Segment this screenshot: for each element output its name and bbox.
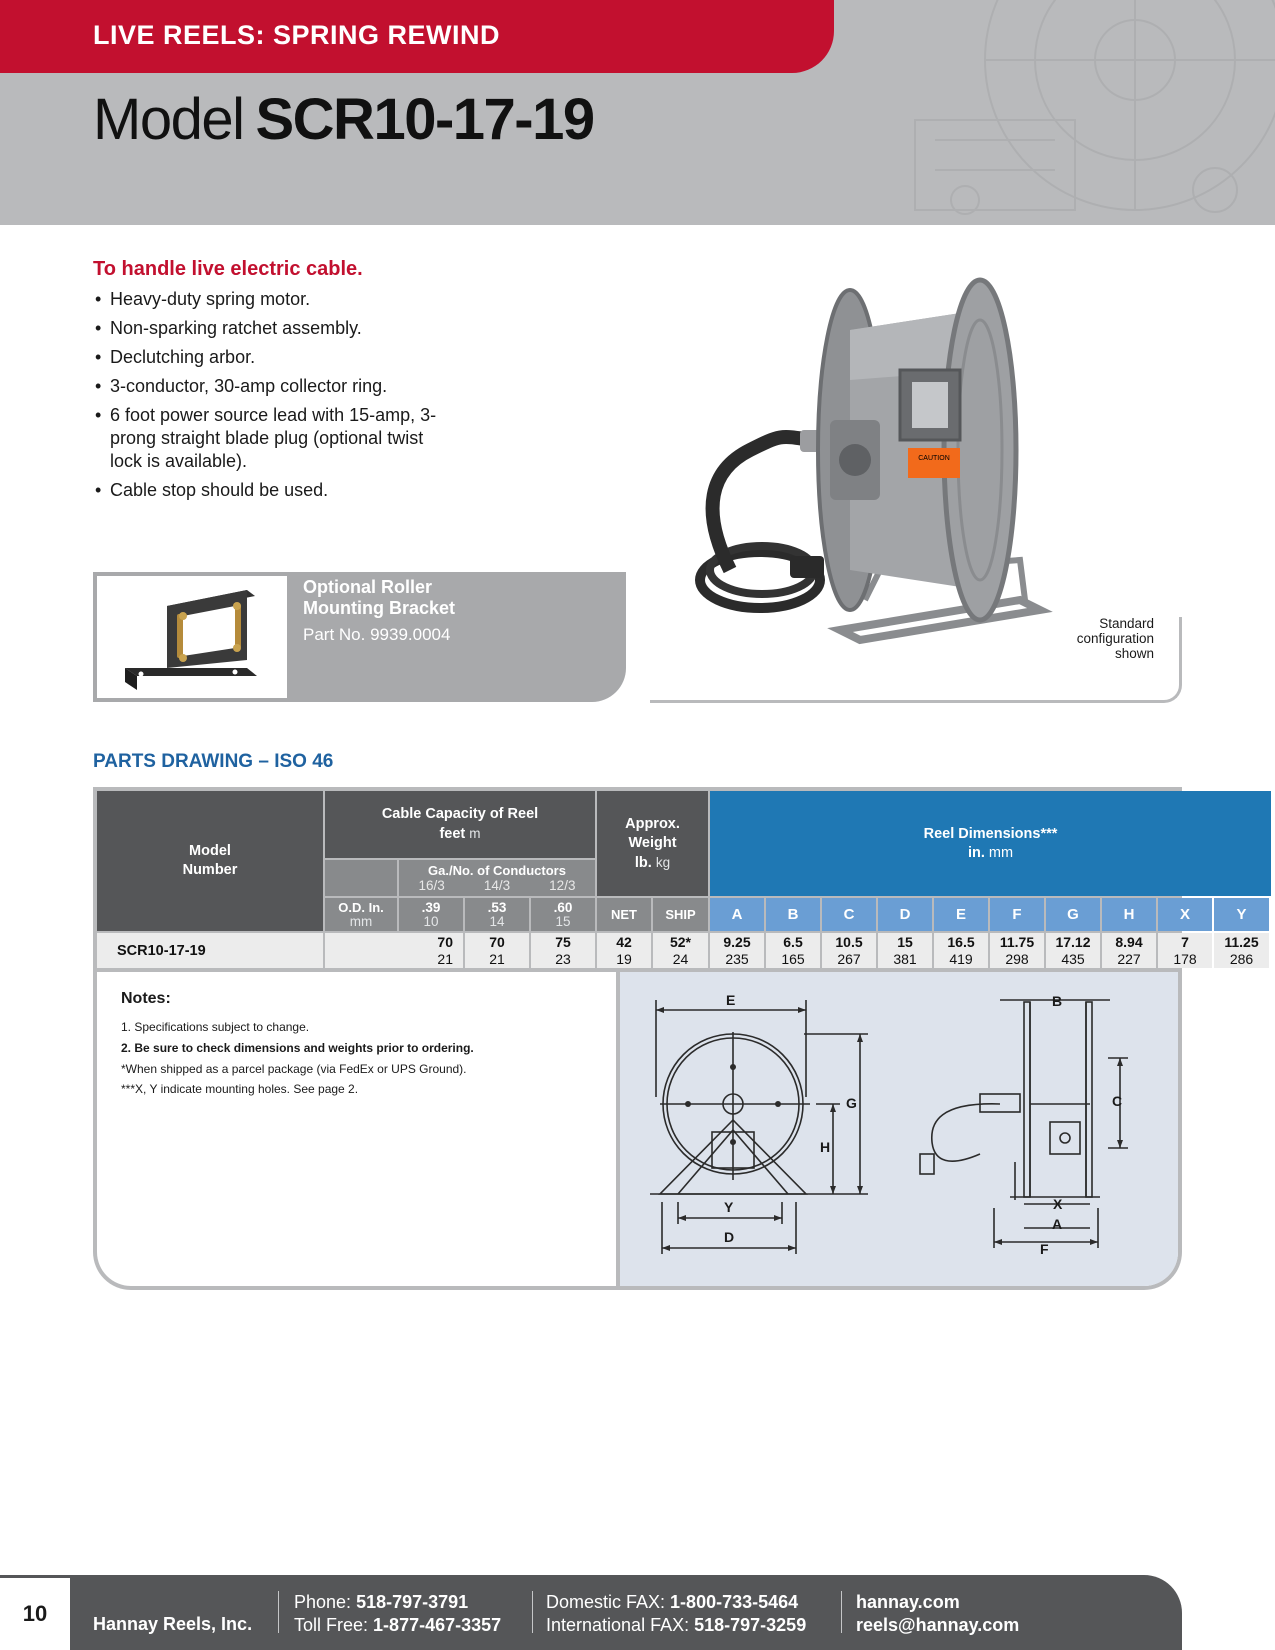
dim-label-e: E	[726, 992, 736, 1008]
dimension-cell-primary: 9.25	[723, 933, 751, 950]
caution-label: CAUTION	[918, 455, 950, 462]
od-cell	[399, 898, 463, 931]
capacity-spacer	[325, 860, 397, 896]
dimension-cell-secondary: 235	[725, 950, 749, 967]
dimension-cell-secondary: 435	[1061, 950, 1085, 967]
dimension-letter-header: F	[990, 898, 1044, 931]
parts-drawing	[616, 972, 1182, 1290]
dimension-cell-primary: 11.25	[1224, 933, 1259, 950]
dimension-letter-header: B	[766, 898, 820, 931]
dimension-letter-header: G	[1046, 898, 1100, 931]
dimension-letter-header: C	[822, 898, 876, 931]
company-name: Hannay Reels, Inc.	[93, 1614, 253, 1634]
reel-dimension-drawing-icon	[620, 972, 1182, 1290]
accessory-panel	[93, 572, 626, 702]
header-line: Weight	[628, 834, 677, 851]
conductor-type: 14/3	[483, 877, 511, 893]
dimension-cell	[1214, 933, 1269, 968]
od-label: O.D. In.	[338, 900, 384, 915]
dimension-cell	[1046, 933, 1100, 968]
conductor-types	[399, 878, 595, 894]
bracket-image	[97, 576, 287, 698]
photo-caption	[1040, 616, 1154, 661]
capacity-cell-primary: 70	[489, 933, 505, 950]
feature-item: • Heavy-duty spring motor.	[93, 288, 453, 311]
net-weight-cell-secondary: 19	[616, 950, 632, 967]
phone-number[interactable]: 518-797-3791	[356, 1592, 469, 1612]
dimension-cell-secondary: 267	[837, 950, 861, 967]
dimension-cell-primary: 17.12	[1055, 933, 1091, 950]
page-number: 10	[0, 1578, 70, 1650]
dimension-cell	[1158, 933, 1212, 968]
intro-heading: To handle live electric cable.	[93, 258, 363, 280]
model-prefix: Model	[93, 87, 244, 152]
model-number: SCR10-17-19	[255, 87, 594, 152]
capacity-cell	[325, 933, 463, 968]
header-unit: in.	[967, 844, 985, 861]
dim-label-g: G	[846, 1095, 857, 1111]
feature-list	[93, 288, 453, 508]
caption-line: shown	[1114, 646, 1154, 661]
od-mm: 10	[423, 914, 439, 929]
dimension-cell	[1102, 933, 1156, 968]
dimension-cell-secondary: 165	[781, 950, 805, 967]
od-in: .60	[553, 900, 573, 915]
capacity-cell-secondary: 23	[555, 950, 571, 967]
ship-weight-cell-primary: 52*	[669, 933, 692, 950]
intl-fax-label: International FAX:	[546, 1615, 690, 1635]
notes-title: Notes:	[121, 990, 171, 1007]
ship-weight-cell-secondary: 24	[672, 950, 689, 967]
capacity-cell	[465, 933, 529, 968]
phone-label: Phone:	[294, 1592, 352, 1612]
website-link[interactable]: hannay.com	[856, 1592, 960, 1612]
dim-label-x: X	[1053, 1196, 1063, 1212]
accessory-title-line: Optional Roller	[303, 577, 433, 597]
dimension-cell	[822, 933, 876, 968]
dimension-cell	[934, 933, 988, 968]
dimension-cell	[878, 933, 932, 968]
caption-line: Standard	[1099, 616, 1154, 631]
dimension-cell-primary: 10.5	[835, 933, 863, 950]
model-value: SCR10-17-19	[117, 942, 206, 959]
accessory-part-number: Part No. 9939.0004	[303, 625, 451, 644]
ship-header: SHIP	[653, 898, 708, 931]
accessory-title-line: Mounting Bracket	[303, 598, 456, 618]
page-header	[0, 0, 1275, 225]
dimension-cell-secondary: 286	[1229, 950, 1254, 967]
dimension-letter-header: H	[1102, 898, 1156, 931]
category-title: LIVE REELS: SPRING REWIND	[93, 20, 501, 50]
conductor-type: 16/3	[418, 877, 445, 893]
feature-item: • Declutching arbor.	[93, 346, 453, 369]
od-mm: 14	[489, 914, 505, 929]
intl-fax-number: 518-797-3259	[694, 1615, 807, 1635]
footer-divider	[841, 1591, 842, 1633]
header-unit: lb.	[634, 854, 652, 871]
dim-label-c: C	[1112, 1093, 1123, 1109]
dimensions-header	[710, 791, 1271, 896]
tollfree-number[interactable]: 1-877-467-3357	[373, 1615, 502, 1635]
header-unit: feet	[439, 826, 466, 842]
page-title	[93, 86, 594, 153]
dimension-cell-secondary: 381	[893, 950, 917, 967]
dim-label-b: B	[1052, 993, 1063, 1009]
net-weight-cell-primary: 42	[616, 933, 632, 950]
od-cell	[465, 898, 529, 931]
dimension-letter-header: X	[1158, 898, 1212, 931]
header-line: Approx.	[625, 815, 680, 832]
dimension-cell-secondary: 227	[1117, 950, 1141, 967]
fax-block	[546, 1591, 806, 1637]
od-in: .39	[421, 900, 441, 915]
ship-weight-cell	[653, 933, 708, 968]
feature-item: • 6 foot power source lead with 15-amp, 3-prong straight blade plug (optional twist lock is available).	[93, 404, 453, 473]
roller-bracket-icon	[97, 576, 287, 698]
accessory-title	[303, 577, 455, 619]
conductors-header	[399, 860, 595, 896]
dim-label-y: Y	[724, 1199, 734, 1215]
dimension-cell	[766, 933, 820, 968]
dimension-cell-secondary: 178	[1173, 950, 1197, 967]
od-cell	[531, 898, 595, 931]
dimension-letter-header: A	[710, 898, 764, 931]
feature-item: • Cable stop should be used.	[93, 479, 453, 502]
dimension-letter-header: Y	[1214, 898, 1269, 931]
spec-table	[93, 787, 1259, 972]
net-header: NET	[597, 898, 651, 931]
conductor-type: 12/3	[549, 877, 576, 893]
model-header	[97, 791, 323, 931]
dimension-cell-primary: 16.5	[947, 933, 975, 950]
contact-block	[856, 1591, 1019, 1637]
capacity-cell-secondary: 21	[437, 950, 453, 967]
category-banner	[0, 0, 834, 73]
capacity-cell-primary: 75	[555, 933, 571, 950]
dimension-cell-primary: 8.94	[1115, 933, 1143, 950]
capacity-header	[325, 791, 595, 858]
od-in: .53	[487, 900, 507, 915]
dimension-cell-secondary: 298	[1005, 950, 1029, 967]
note-item: ***X, Y indicate mounting holes. See page 2.	[121, 1082, 359, 1096]
header-line: Number	[182, 862, 238, 878]
header-unit: m	[469, 826, 481, 841]
phone-block	[294, 1591, 501, 1637]
dim-label-f: F	[1040, 1241, 1049, 1257]
dimension-cell-primary: 7	[1181, 933, 1189, 950]
capacity-cell	[531, 933, 595, 968]
dimension-letter-header: E	[934, 898, 988, 931]
note-item: 1. Specifications subject to change.	[121, 1020, 310, 1034]
section-heading: PARTS DRAWING – ISO 46	[93, 751, 334, 772]
dom-fax-label: Domestic FAX:	[546, 1592, 666, 1612]
tollfree-label: Toll Free:	[294, 1615, 369, 1635]
dim-label-h: H	[820, 1139, 831, 1155]
footer-divider	[278, 1591, 279, 1633]
caption-line: configuration	[1076, 631, 1154, 646]
capacity-cell-primary: 70	[437, 933, 453, 950]
od-mm: 15	[555, 914, 571, 929]
model-cell	[97, 933, 323, 968]
header-line: Cable Capacity of Reel	[381, 806, 539, 822]
dom-fax-number: 1-800-733-5464	[670, 1592, 799, 1612]
dimension-cell	[990, 933, 1044, 968]
email-link[interactable]: reels@hannay.com	[856, 1615, 1020, 1635]
header-line: Model	[189, 843, 231, 859]
feature-item: • Non-sparking ratchet assembly.	[93, 317, 453, 340]
product-photo	[690, 270, 1090, 670]
dimension-cell-secondary: 419	[949, 950, 973, 967]
note-item: *When shipped as a parcel package (via FedEx or UPS Ground).	[121, 1062, 467, 1076]
footer-divider	[532, 1591, 533, 1633]
dimension-cell-primary: 6.5	[783, 933, 803, 950]
note-item: 2. Be sure to check dimensions and weights prior to ordering.	[121, 1041, 474, 1055]
weight-header	[597, 791, 708, 896]
dim-label-d: D	[724, 1229, 735, 1245]
header-line: Reel Dimensions***	[923, 825, 1058, 842]
dimension-cell	[710, 933, 764, 968]
dimension-cell-primary: 11.75	[999, 933, 1035, 950]
capacity-cell-secondary: 21	[489, 950, 505, 967]
header-line: Ga./No. of Conductors	[428, 862, 566, 878]
net-weight-cell	[597, 933, 651, 968]
header-unit: mm	[988, 844, 1014, 861]
feature-item: • 3-conductor, 30-amp collector ring.	[93, 375, 453, 398]
notes-drawing-panel	[93, 972, 1182, 1290]
dim-label-a: A	[1052, 1216, 1063, 1232]
dimension-cell-primary: 15	[897, 933, 913, 950]
dimension-letter-header: D	[878, 898, 932, 931]
od-label-cell	[325, 898, 397, 931]
od-unit: mm	[349, 914, 373, 929]
header-unit: kg	[655, 854, 671, 870]
